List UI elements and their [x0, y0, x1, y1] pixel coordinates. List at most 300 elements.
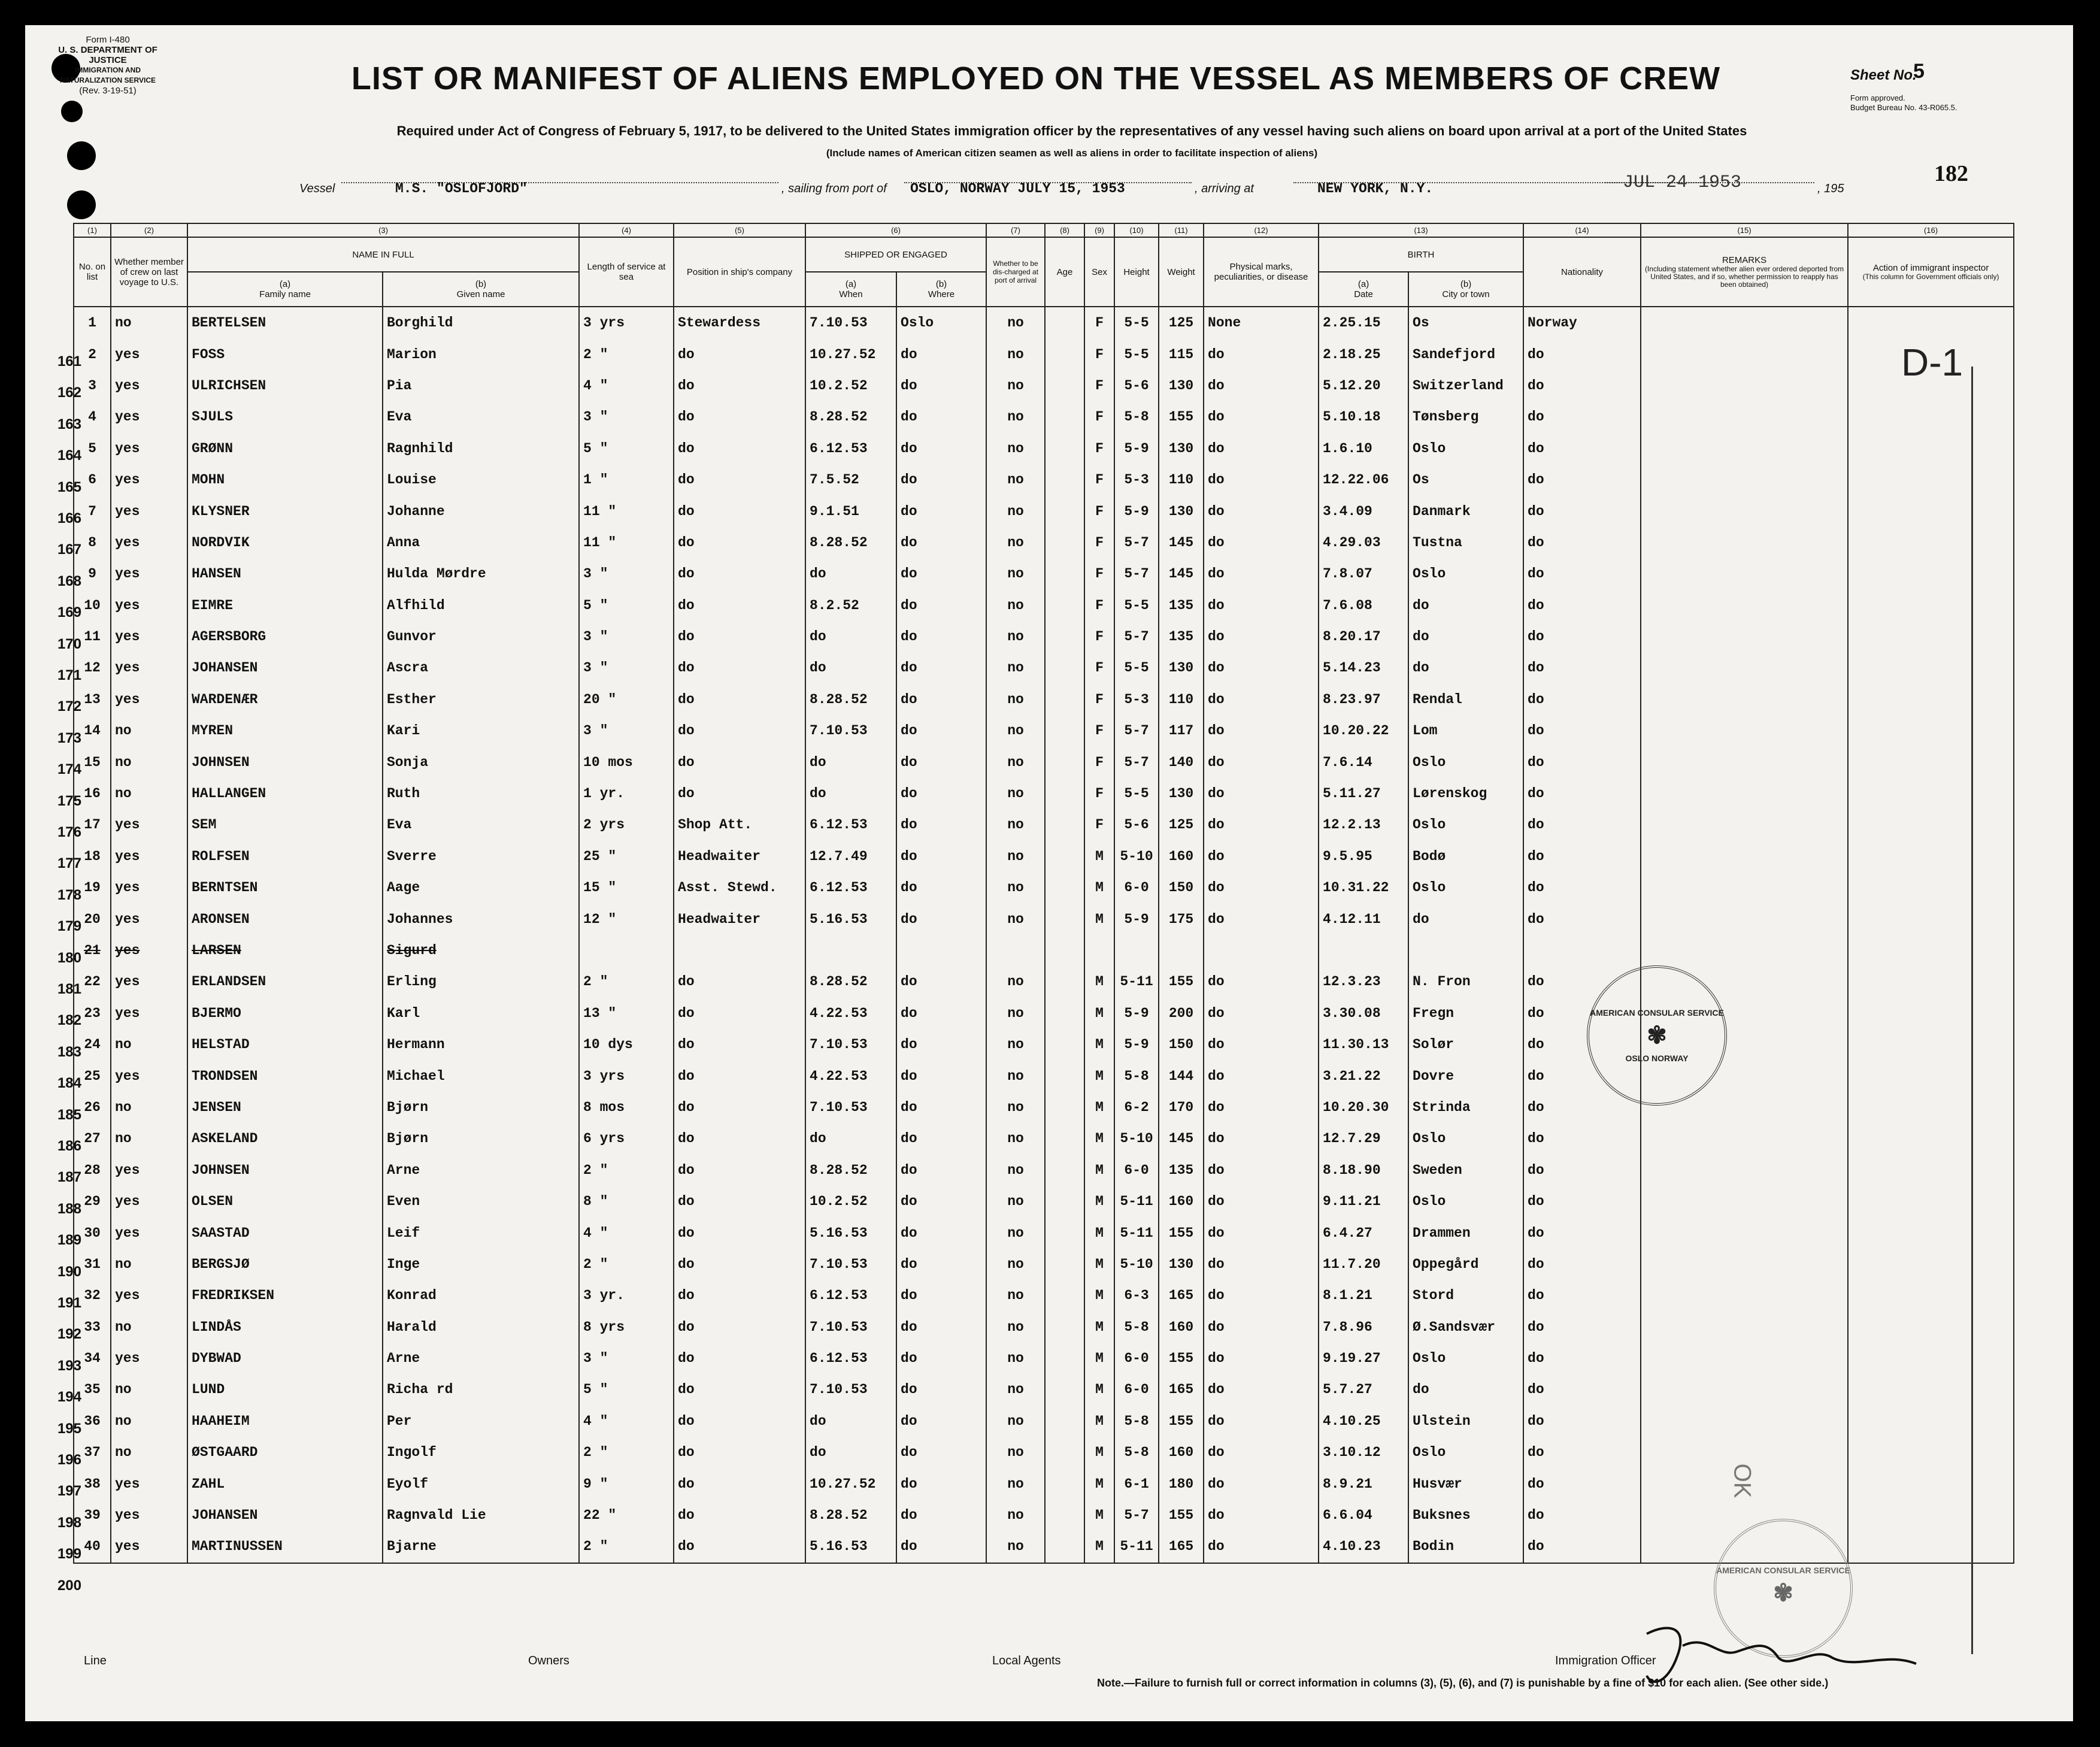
discharged: no [986, 433, 1045, 464]
birth-city: do [1408, 1374, 1523, 1405]
given-name: Per [383, 1406, 579, 1437]
col-weight: Weight [1159, 237, 1204, 307]
inspector-action [1848, 1186, 2014, 1217]
birth-date: 6.6.04 [1319, 1500, 1408, 1531]
shipped-where: do [896, 1343, 986, 1374]
crew-rows [74, 307, 2014, 1563]
page-line-number: 166 [57, 510, 81, 526]
length-of-service: 20 " [579, 684, 674, 715]
remarks [1641, 433, 1848, 464]
length-of-service: 10 dys [579, 1029, 674, 1060]
weight: 125 [1159, 307, 1204, 338]
birth-date [1319, 935, 1408, 966]
shipped-when: 5.16.53 [805, 903, 896, 934]
sex: M [1084, 841, 1114, 872]
length-of-service: 5 " [579, 1374, 674, 1405]
col-shipped-engaged: SHIPPED OR ENGAGED [805, 237, 986, 272]
height: 6-0 [1114, 872, 1159, 903]
remarks [1641, 684, 1848, 715]
physical-marks: None [1204, 307, 1319, 338]
table-row [74, 1406, 2014, 1437]
crew-number: 38 [74, 1468, 111, 1499]
discharged: no [986, 1280, 1045, 1311]
page-title: LIST OR MANIFEST OF ALIENS EMPLOYED ON THE VESSEL AS MEMBERS OF CREW [351, 60, 1721, 96]
crew-number: 12 [74, 652, 111, 683]
crew-number: 1 [74, 307, 111, 338]
table-row [74, 1437, 2014, 1468]
sex: F [1084, 370, 1114, 401]
discharged: no [986, 903, 1045, 934]
margin-pencil-note: OK [1729, 1463, 1756, 1498]
given-name: Arne [383, 1155, 579, 1186]
discharged: no [986, 1500, 1045, 1531]
birth-city: Bodø [1408, 841, 1523, 872]
position: do [674, 1155, 805, 1186]
age [1045, 338, 1084, 370]
discharged: no [986, 746, 1045, 777]
sex: F [1084, 433, 1114, 464]
discharged: no [986, 778, 1045, 809]
family-name: BERNTSEN [187, 872, 383, 903]
sex: M [1084, 1500, 1114, 1531]
weight: 115 [1159, 338, 1204, 370]
discharged: no [986, 1186, 1045, 1217]
age [1045, 621, 1084, 652]
family-name: LUND [187, 1374, 383, 1405]
discharged: no [986, 558, 1045, 589]
shipped-when: 9.1.51 [805, 495, 896, 526]
consular-seal-stamp: AMERICAN CONSULAR SERVICE ✾ OSLO NORWAY [1587, 965, 1727, 1106]
family-name: JOHANSEN [187, 652, 383, 683]
age [1045, 1374, 1084, 1405]
page-line-number: 192 [57, 1326, 81, 1343]
punch-hole [61, 101, 83, 122]
birth-date: 4.10.25 [1319, 1406, 1408, 1437]
nationality: do [1523, 1312, 1641, 1343]
birth-city: Danmark [1408, 495, 1523, 526]
age [1045, 1531, 1084, 1563]
member-last-voyage: no [111, 1374, 187, 1405]
height: 5-9 [1114, 495, 1159, 526]
inspector-action [1848, 1029, 2014, 1060]
height: 5-5 [1114, 590, 1159, 621]
nationality: do [1523, 1280, 1641, 1311]
weight: 130 [1159, 370, 1204, 401]
page-line-number: 184 [57, 1075, 81, 1092]
page-line-number: 189 [57, 1232, 81, 1249]
given-name: Borghild [383, 307, 579, 338]
height: 5-5 [1114, 307, 1159, 338]
position: do [674, 1092, 805, 1123]
physical-marks: do [1204, 1280, 1319, 1311]
discharged: no [986, 1437, 1045, 1468]
age [1045, 433, 1084, 464]
member-last-voyage: no [111, 307, 187, 338]
height: 5-8 [1114, 1437, 1159, 1468]
remarks [1641, 401, 1848, 432]
nationality: do [1523, 1029, 1641, 1060]
position: do [674, 1406, 805, 1437]
birth-date: 2.18.25 [1319, 338, 1408, 370]
sex: M [1084, 998, 1114, 1029]
col-physical-marks: Physical marks, peculiarities, or disease [1204, 237, 1319, 307]
length-of-service: 8 yrs [579, 1312, 674, 1343]
birth-city: Oslo [1408, 433, 1523, 464]
sex: F [1084, 746, 1114, 777]
length-of-service: 2 " [579, 1249, 674, 1280]
birth-city: Oslo [1408, 1123, 1523, 1154]
shipped-where: do [896, 998, 986, 1029]
shipped-when [805, 935, 896, 966]
inspector-action [1848, 1406, 2014, 1437]
weight: 145 [1159, 527, 1204, 558]
birth-date: 4.12.11 [1319, 903, 1408, 934]
shipped-where: do [896, 433, 986, 464]
birth-city: Rendal [1408, 684, 1523, 715]
inspector-action [1848, 715, 2014, 746]
inspector-action [1848, 527, 2014, 558]
birth-date: 7.8.07 [1319, 558, 1408, 589]
age [1045, 1092, 1084, 1123]
family-name: JOHANSEN [187, 1500, 383, 1531]
height: 5-7 [1114, 715, 1159, 746]
length-of-service: 1 " [579, 464, 674, 495]
birth-city: do [1408, 621, 1523, 652]
consular-seal-stamp-2: AMERICAN CONSULAR SERVICE ✾ [1714, 1519, 1853, 1658]
inspector-action [1848, 1123, 2014, 1154]
shipped-when: 8.2.52 [805, 590, 896, 621]
nationality: do [1523, 1092, 1641, 1123]
nationality: do [1523, 841, 1641, 872]
birth-date: 9.11.21 [1319, 1186, 1408, 1217]
weight: 155 [1159, 401, 1204, 432]
length-of-service: 13 " [579, 998, 674, 1029]
position: do [674, 433, 805, 464]
weight: 160 [1159, 841, 1204, 872]
shipped-where: do [896, 1060, 986, 1091]
inspector-action [1848, 966, 2014, 997]
birth-city: Oslo [1408, 1186, 1523, 1217]
birth-city: Bodin [1408, 1531, 1523, 1563]
page-line-number: 183 [57, 1043, 81, 1060]
discharged: no [986, 998, 1045, 1029]
physical-marks: do [1204, 966, 1319, 997]
member-last-voyage: yes [111, 1531, 187, 1563]
form-identifier: Form I-480 U. S. DEPARTMENT OF JUSTICE IMMIGRATION AND NATURALIZATION SERVICE (Rev. 3-19-51) [58, 35, 157, 96]
col-birth-city: (b) City or town [1408, 272, 1523, 307]
length-of-service: 5 " [579, 590, 674, 621]
shipped-where: Oslo [896, 307, 986, 338]
physical-marks: do [1204, 1155, 1319, 1186]
page-line-number: 168 [57, 573, 81, 589]
page-line-number: 197 [57, 1483, 81, 1500]
crew-number: 32 [74, 1280, 111, 1311]
given-name: Karl [383, 998, 579, 1029]
physical-marks: do [1204, 1060, 1319, 1091]
family-name: ASKELAND [187, 1123, 383, 1154]
remarks [1641, 1186, 1848, 1217]
birth-date: 7.8.96 [1319, 1312, 1408, 1343]
length-of-service: 2 " [579, 1531, 674, 1563]
length-of-service: 3 yr. [579, 1280, 674, 1311]
discharged: no [986, 1155, 1045, 1186]
family-name: ØSTGAARD [187, 1437, 383, 1468]
age [1045, 1123, 1084, 1154]
col-sex: Sex [1084, 237, 1114, 307]
remarks [1641, 558, 1848, 589]
table-row [74, 935, 2014, 966]
inspector-action [1848, 1468, 2014, 1499]
position: do [674, 998, 805, 1029]
discharged: no [986, 1374, 1045, 1405]
given-name: Ragnhild [383, 433, 579, 464]
weight: 125 [1159, 809, 1204, 840]
length-of-service: 3 yrs [579, 307, 674, 338]
position [674, 935, 805, 966]
birth-date: 5.11.27 [1319, 778, 1408, 809]
col-length-service: Length of service at sea [579, 237, 674, 307]
shipped-when: 7.10.53 [805, 1029, 896, 1060]
birth-city: Buksnes [1408, 1500, 1523, 1531]
age [1045, 590, 1084, 621]
nationality: do [1523, 778, 1641, 809]
given-name: Kari [383, 715, 579, 746]
shipped-where: do [896, 1500, 986, 1531]
page-line-number: 171 [57, 667, 81, 683]
age [1045, 495, 1084, 526]
weight: 117 [1159, 715, 1204, 746]
position: do [674, 1531, 805, 1563]
table-row [74, 401, 2014, 432]
table-row [74, 1092, 2014, 1123]
physical-marks: do [1204, 1092, 1319, 1123]
crew-number: 24 [74, 1029, 111, 1060]
height: 5-3 [1114, 464, 1159, 495]
sex: M [1084, 1060, 1114, 1091]
family-name: JENSEN [187, 1092, 383, 1123]
member-last-voyage: yes [111, 338, 187, 370]
crew-number: 36 [74, 1406, 111, 1437]
page-line-number: 173 [57, 729, 81, 746]
sex: F [1084, 809, 1114, 840]
member-last-voyage: yes [111, 652, 187, 683]
crew-number: 7 [74, 495, 111, 526]
nationality: do [1523, 1249, 1641, 1280]
crew-number: 35 [74, 1374, 111, 1405]
nationality: do [1523, 1060, 1641, 1091]
inspector-action [1848, 433, 2014, 464]
discharged: no [986, 1217, 1045, 1248]
height: 5-5 [1114, 652, 1159, 683]
birth-date: 8.20.17 [1319, 621, 1408, 652]
physical-marks: do [1204, 558, 1319, 589]
table-row [74, 746, 2014, 777]
physical-marks: do [1204, 370, 1319, 401]
shipped-where: do [896, 1531, 986, 1563]
position: Headwaiter [674, 841, 805, 872]
birth-city [1408, 935, 1523, 966]
birth-city: Switzerland [1408, 370, 1523, 401]
position: do [674, 621, 805, 652]
shipped-when: 8.28.52 [805, 527, 896, 558]
sex: M [1084, 966, 1114, 997]
remarks [1641, 1249, 1848, 1280]
shipped-when: 6.12.53 [805, 809, 896, 840]
inspector-action [1848, 495, 2014, 526]
position: Stewardess [674, 307, 805, 338]
position: do [674, 1374, 805, 1405]
family-name: FREDRIKSEN [187, 1280, 383, 1311]
family-name: BERTELSEN [187, 307, 383, 338]
given-name: Erling [383, 966, 579, 997]
remarks [1641, 621, 1848, 652]
penalty-note: Note.—Failure to furnish full or correct information in columns (3), (5), (6), and (7) is punishable by a fine of $10 for each alien. (See other side.) [1097, 1677, 1829, 1689]
table-row [74, 1186, 2014, 1217]
inspector-bracket-line [1971, 367, 1973, 1654]
shipped-when: 8.28.52 [805, 1155, 896, 1186]
weight: 160 [1159, 1437, 1204, 1468]
birth-date: 8.9.21 [1319, 1468, 1408, 1499]
length-of-service: 2 " [579, 1155, 674, 1186]
crew-number: 16 [74, 778, 111, 809]
member-last-voyage: yes [111, 872, 187, 903]
physical-marks: do [1204, 495, 1319, 526]
nationality: do [1523, 966, 1641, 997]
sex: M [1084, 1155, 1114, 1186]
sex: F [1084, 715, 1114, 746]
birth-city: Drammen [1408, 1217, 1523, 1248]
shipped-when: 7.10.53 [805, 1249, 896, 1280]
sheet-label: Sheet No. [1850, 67, 1917, 83]
given-name: Sigurd [383, 935, 579, 966]
discharged: no [986, 401, 1045, 432]
family-name: SEM [187, 809, 383, 840]
length-of-service: 4 " [579, 370, 674, 401]
height: 6-1 [1114, 1468, 1159, 1499]
nationality: do [1523, 998, 1641, 1029]
position: do [674, 1468, 805, 1499]
discharged: no [986, 1343, 1045, 1374]
sex: F [1084, 590, 1114, 621]
height: 6-2 [1114, 1092, 1159, 1123]
nationality: do [1523, 527, 1641, 558]
page-line-number: 164 [57, 447, 81, 464]
given-name: Eyolf [383, 1468, 579, 1499]
discharged: no [986, 621, 1045, 652]
page-line-number: 188 [57, 1200, 81, 1217]
inspector-action [1848, 684, 2014, 715]
given-name: Johanne [383, 495, 579, 526]
sailing-label: , sailing from port of [781, 182, 887, 195]
shipped-when: do [805, 1406, 896, 1437]
weight: 155 [1159, 1343, 1204, 1374]
age [1045, 1312, 1084, 1343]
age [1045, 1060, 1084, 1091]
height: 5-7 [1114, 621, 1159, 652]
member-last-voyage: yes [111, 684, 187, 715]
member-last-voyage: yes [111, 1343, 187, 1374]
inspector-action [1848, 464, 2014, 495]
discharged: no [986, 1029, 1045, 1060]
member-last-voyage: no [111, 1123, 187, 1154]
remarks [1641, 307, 1848, 338]
discharged: no [986, 1406, 1045, 1437]
column-heading-row [74, 237, 2014, 272]
age [1045, 1500, 1084, 1531]
age [1045, 1249, 1084, 1280]
member-last-voyage: yes [111, 527, 187, 558]
discharged: no [986, 966, 1045, 997]
shipped-where: do [896, 903, 986, 934]
family-name: BERGSJØ [187, 1249, 383, 1280]
given-name: Sonja [383, 746, 579, 777]
birth-city: Oslo [1408, 558, 1523, 589]
inspector-action [1848, 652, 2014, 683]
remarks [1641, 1406, 1848, 1437]
weight: 130 [1159, 433, 1204, 464]
given-name: Konrad [383, 1280, 579, 1311]
col-birth: BIRTH [1319, 237, 1523, 272]
member-last-voyage: yes [111, 558, 187, 589]
sex: M [1084, 1029, 1114, 1060]
shipped-where: do [896, 746, 986, 777]
discharged: no [986, 684, 1045, 715]
discharged: no [986, 872, 1045, 903]
birth-city: do [1408, 652, 1523, 683]
page-line-number: 177 [57, 855, 81, 872]
height: 5-3 [1114, 684, 1159, 715]
weight: 150 [1159, 872, 1204, 903]
member-last-voyage: yes [111, 966, 187, 997]
shipped-where: do [896, 1249, 986, 1280]
page-line-number: 174 [57, 761, 81, 778]
table-row [74, 1155, 2014, 1186]
family-name: EIMRE [187, 590, 383, 621]
length-of-service: 3 " [579, 558, 674, 589]
inspector-action-mark: D-1 [1901, 341, 1963, 384]
member-last-voyage: no [111, 715, 187, 746]
birth-date: 7.6.14 [1319, 746, 1408, 777]
nationality: do [1523, 684, 1641, 715]
table-row [74, 495, 2014, 526]
table-row [74, 966, 2014, 997]
punch-hole [67, 190, 96, 219]
nationality: do [1523, 590, 1641, 621]
member-last-voyage: yes [111, 998, 187, 1029]
shipped-where: do [896, 590, 986, 621]
shipped-where: do [896, 778, 986, 809]
length-of-service: 3 yrs [579, 1060, 674, 1091]
birth-city: Tustna [1408, 527, 1523, 558]
table-row [74, 1249, 2014, 1280]
birth-city: Os [1408, 307, 1523, 338]
remarks [1641, 1374, 1848, 1405]
page-line-number: 182 [57, 1012, 81, 1029]
weight: 150 [1159, 1029, 1204, 1060]
given-name: Ruth [383, 778, 579, 809]
age [1045, 998, 1084, 1029]
table-row [74, 1123, 2014, 1154]
table-row [74, 715, 2014, 746]
col-discharged: Whether to be dis-charged at port of arrival [986, 237, 1045, 307]
nationality: do [1523, 1468, 1641, 1499]
position: do [674, 684, 805, 715]
page-line-number: 194 [57, 1389, 81, 1406]
vessel-label: Vessel [299, 182, 335, 195]
weight [1159, 935, 1204, 966]
birth-date: 2.25.15 [1319, 307, 1408, 338]
position: do [674, 778, 805, 809]
